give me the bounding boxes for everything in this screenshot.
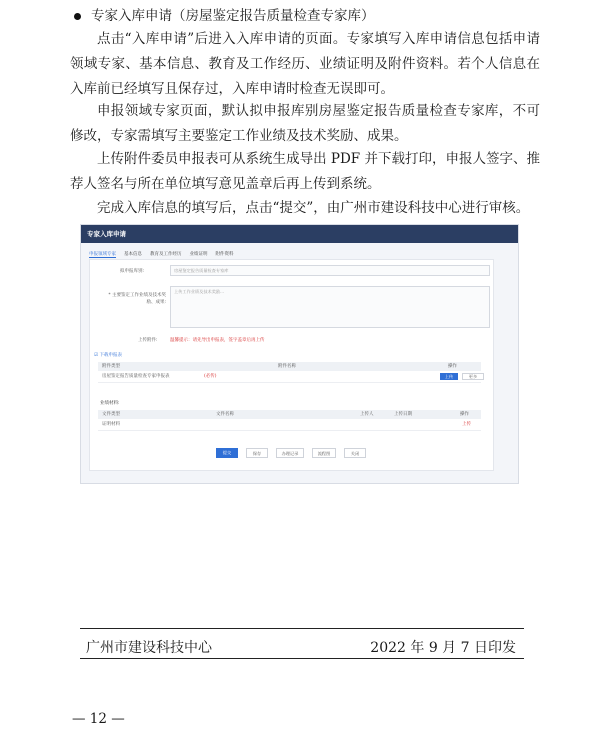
field2-label: * 主要鉴定工作业绩及技术奖励、成果: <box>108 293 166 305</box>
bullet-icon <box>74 13 81 20</box>
paragraph-3: 上传附件委员申报表可从系统生成导出 PDF 并下载打印，申报人签字、推荐人签名与所在单位填写意见盖章后再上传到系统。 <box>70 151 540 192</box>
flowchart-button[interactable]: 流程图 <box>312 448 336 458</box>
field1-label: 拟申报库别: <box>120 269 145 274</box>
performance-table <box>98 410 481 431</box>
tab-performance[interactable]: 业绩证明 <box>189 252 208 257</box>
paragraph-1: 点击“入库申请”后进入入库申请的页面。专家填写入库申请信息包括申请领域专家、基本信息、教育及工作经历、业绩证明及附件资料。若个人信息在入库前已经填写且保存过，入库申请时检查无误即可。 <box>70 31 540 97</box>
section2-title: 业绩材料: <box>100 401 120 406</box>
footer-date: 2022 年 9 月 7 日印发 <box>370 640 516 656</box>
save-button[interactable]: 保存 <box>246 448 268 458</box>
close-button[interactable]: 关闭 <box>344 448 366 458</box>
tab-attachments[interactable]: 附件资料 <box>215 252 234 257</box>
footer-org: 广州市建设科技中心 <box>86 640 212 656</box>
paragraph-4: 完成入库信息的填写后，点击“提交”，由广州市建设科技中心进行审核。 <box>97 200 530 216</box>
attachment-table-header: 附件类型 附件名称 操作 <box>98 362 481 371</box>
footer-top-rule <box>80 628 524 629</box>
footer-bottom-rule <box>80 658 524 659</box>
table-row: 房屋鉴定报告质量检查专家申报表 (必传) 上传 更多 <box>98 371 481 383</box>
tab-education[interactable]: 教育及工作经历 <box>150 252 182 257</box>
screenshot-tabs <box>89 251 234 258</box>
upload-note: 温馨提示：请先导出申报表，签字盖章后再上传 <box>170 338 265 343</box>
form-panel <box>89 259 494 471</box>
history-button[interactable]: 办理记录 <box>276 448 304 458</box>
paragraph-2: 申报领域专家页面，默认拟申报库别房屋鉴定报告质量检查专家库，不可修改，专家需填写主要鉴定工作业绩及技术奖励、成果。 <box>70 103 540 144</box>
submit-button[interactable]: 提交 <box>216 448 238 458</box>
screenshot-title: 专家入库申请 <box>81 225 518 243</box>
section-heading: 专家入库申请（房屋鉴定报告质量检查专家库） <box>74 4 375 24</box>
table-row: 证明材料 上传 <box>98 419 481 431</box>
download-form-checkbox[interactable]: ☑ 下载申报表 <box>94 353 122 358</box>
attachment-table <box>98 362 481 383</box>
row-upload-link[interactable]: 上传 <box>462 422 471 427</box>
embedded-screenshot <box>80 224 519 484</box>
tab-domain[interactable]: 申报领域专家 <box>89 252 116 257</box>
field1-input[interactable]: 房屋鉴定报告质量检查专家库 <box>170 265 490 276</box>
more-button[interactable]: 更多 <box>462 373 484 380</box>
page-number: — 12 — <box>72 711 125 727</box>
field2-textarea[interactable]: 上传工作业绩及技术奖励... <box>170 286 490 328</box>
tab-basic[interactable]: 基本信息 <box>124 252 142 257</box>
performance-table-header: 文件类型 文件名称 上传人 上传日期 操作 <box>98 410 481 419</box>
upload-label: 上传附件: <box>138 338 158 343</box>
upload-button[interactable]: 上传 <box>440 373 458 380</box>
